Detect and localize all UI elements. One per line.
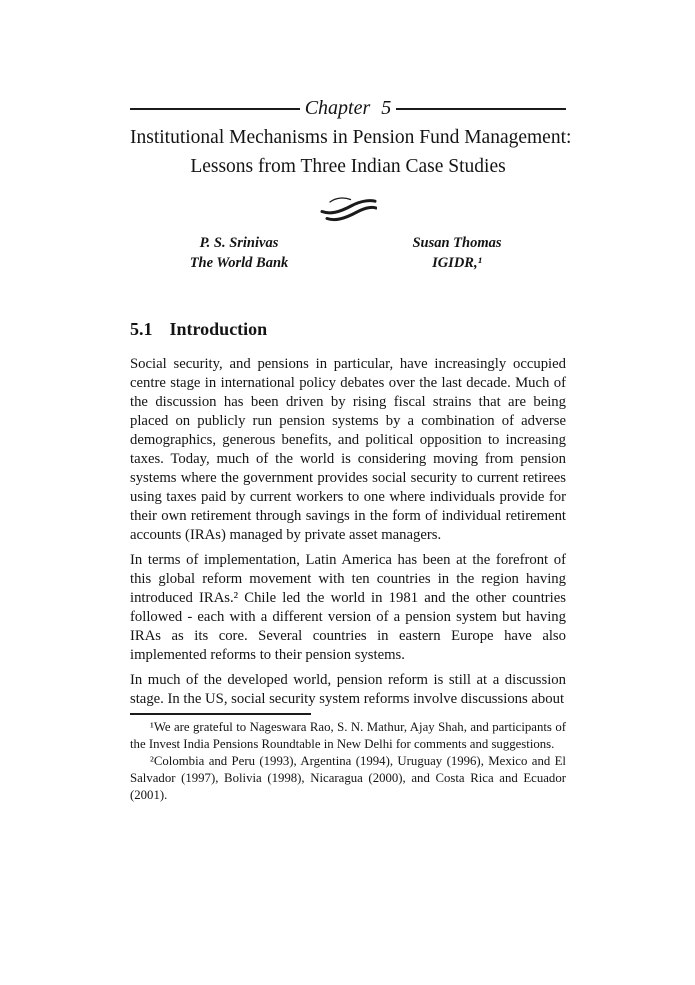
chapter-header — [130, 95, 566, 122]
footnotes — [130, 719, 566, 805]
paragraph: In terms of implementation, Latin America has been at the forefront of this global reform movement with ten countries in the region having introduced IRAs.² Chile led the world in 1981 and the other countries followed - each with a different version of a pension system but having IRAs as its core. Several countries in eastern Europe have also implemented reforms to their pension systems. — [130, 552, 566, 663]
paragraph: In much of the developed world, pension reform is still at a discussion stage. In the US, social security system reforms involve discussions about — [130, 672, 566, 707]
chapter-label: Chapter 5 — [304, 97, 392, 119]
author-affiliation: IGIDR,¹ — [432, 254, 482, 271]
author-affiliation: The World Bank — [189, 254, 289, 271]
author-name: Susan Thomas — [412, 235, 502, 251]
section-title: Introduction — [169, 319, 268, 339]
author-left — [130, 234, 348, 273]
book-page — [130, 95, 572, 805]
section-heading — [130, 318, 566, 341]
chapter-rule-left — [130, 108, 300, 110]
flourish-icon — [130, 193, 566, 223]
author-name: P. S. Srinivas — [199, 235, 279, 251]
author-right — [348, 234, 566, 273]
footnote-rule — [130, 713, 311, 715]
authors-block — [130, 234, 566, 273]
chapter-title — [130, 123, 572, 181]
chapter-rule-right — [396, 108, 566, 110]
chapter-title-line-2: Lessons from Three Indian Case Studies — [190, 156, 506, 177]
footnote: ²Colombia and Peru (1993), Argentina (1994), Uruguay (1996), Mexico and El Salvador (1997), Bolivia (1998), Nicaragua (2000), and Costa Rica and Ecuador (2001). — [130, 753, 566, 803]
paragraph: Social security, and pensions in particular, have increasingly occupied centre stage in international policy debates over the last decade. Much of the discussion has been driven by rising fiscal strains that are being placed on publicly run pension systems by a combination of adverse demographics, generous benefits, and political opposition to increasing taxes. Today, much of the world is considering moving from pension systems where the government provides social security to current retirees using taxes paid by current workers to one where individuals provide for their own retirement through savings in the form of individual retirement accounts (IRAs) managed by private asset managers. — [130, 356, 566, 543]
body-text — [130, 355, 566, 709]
chapter-title-line-1: Institutional Mechanisms in Pension Fund Management: — [130, 127, 572, 148]
footnote: ¹We are grateful to Nageswara Rao, S. N. Mathur, Ajay Shah, and participants of the Invest India Pensions Roundtable in New Delhi for comments and suggestions. — [130, 719, 566, 751]
section-number: 5.1 — [130, 319, 153, 339]
